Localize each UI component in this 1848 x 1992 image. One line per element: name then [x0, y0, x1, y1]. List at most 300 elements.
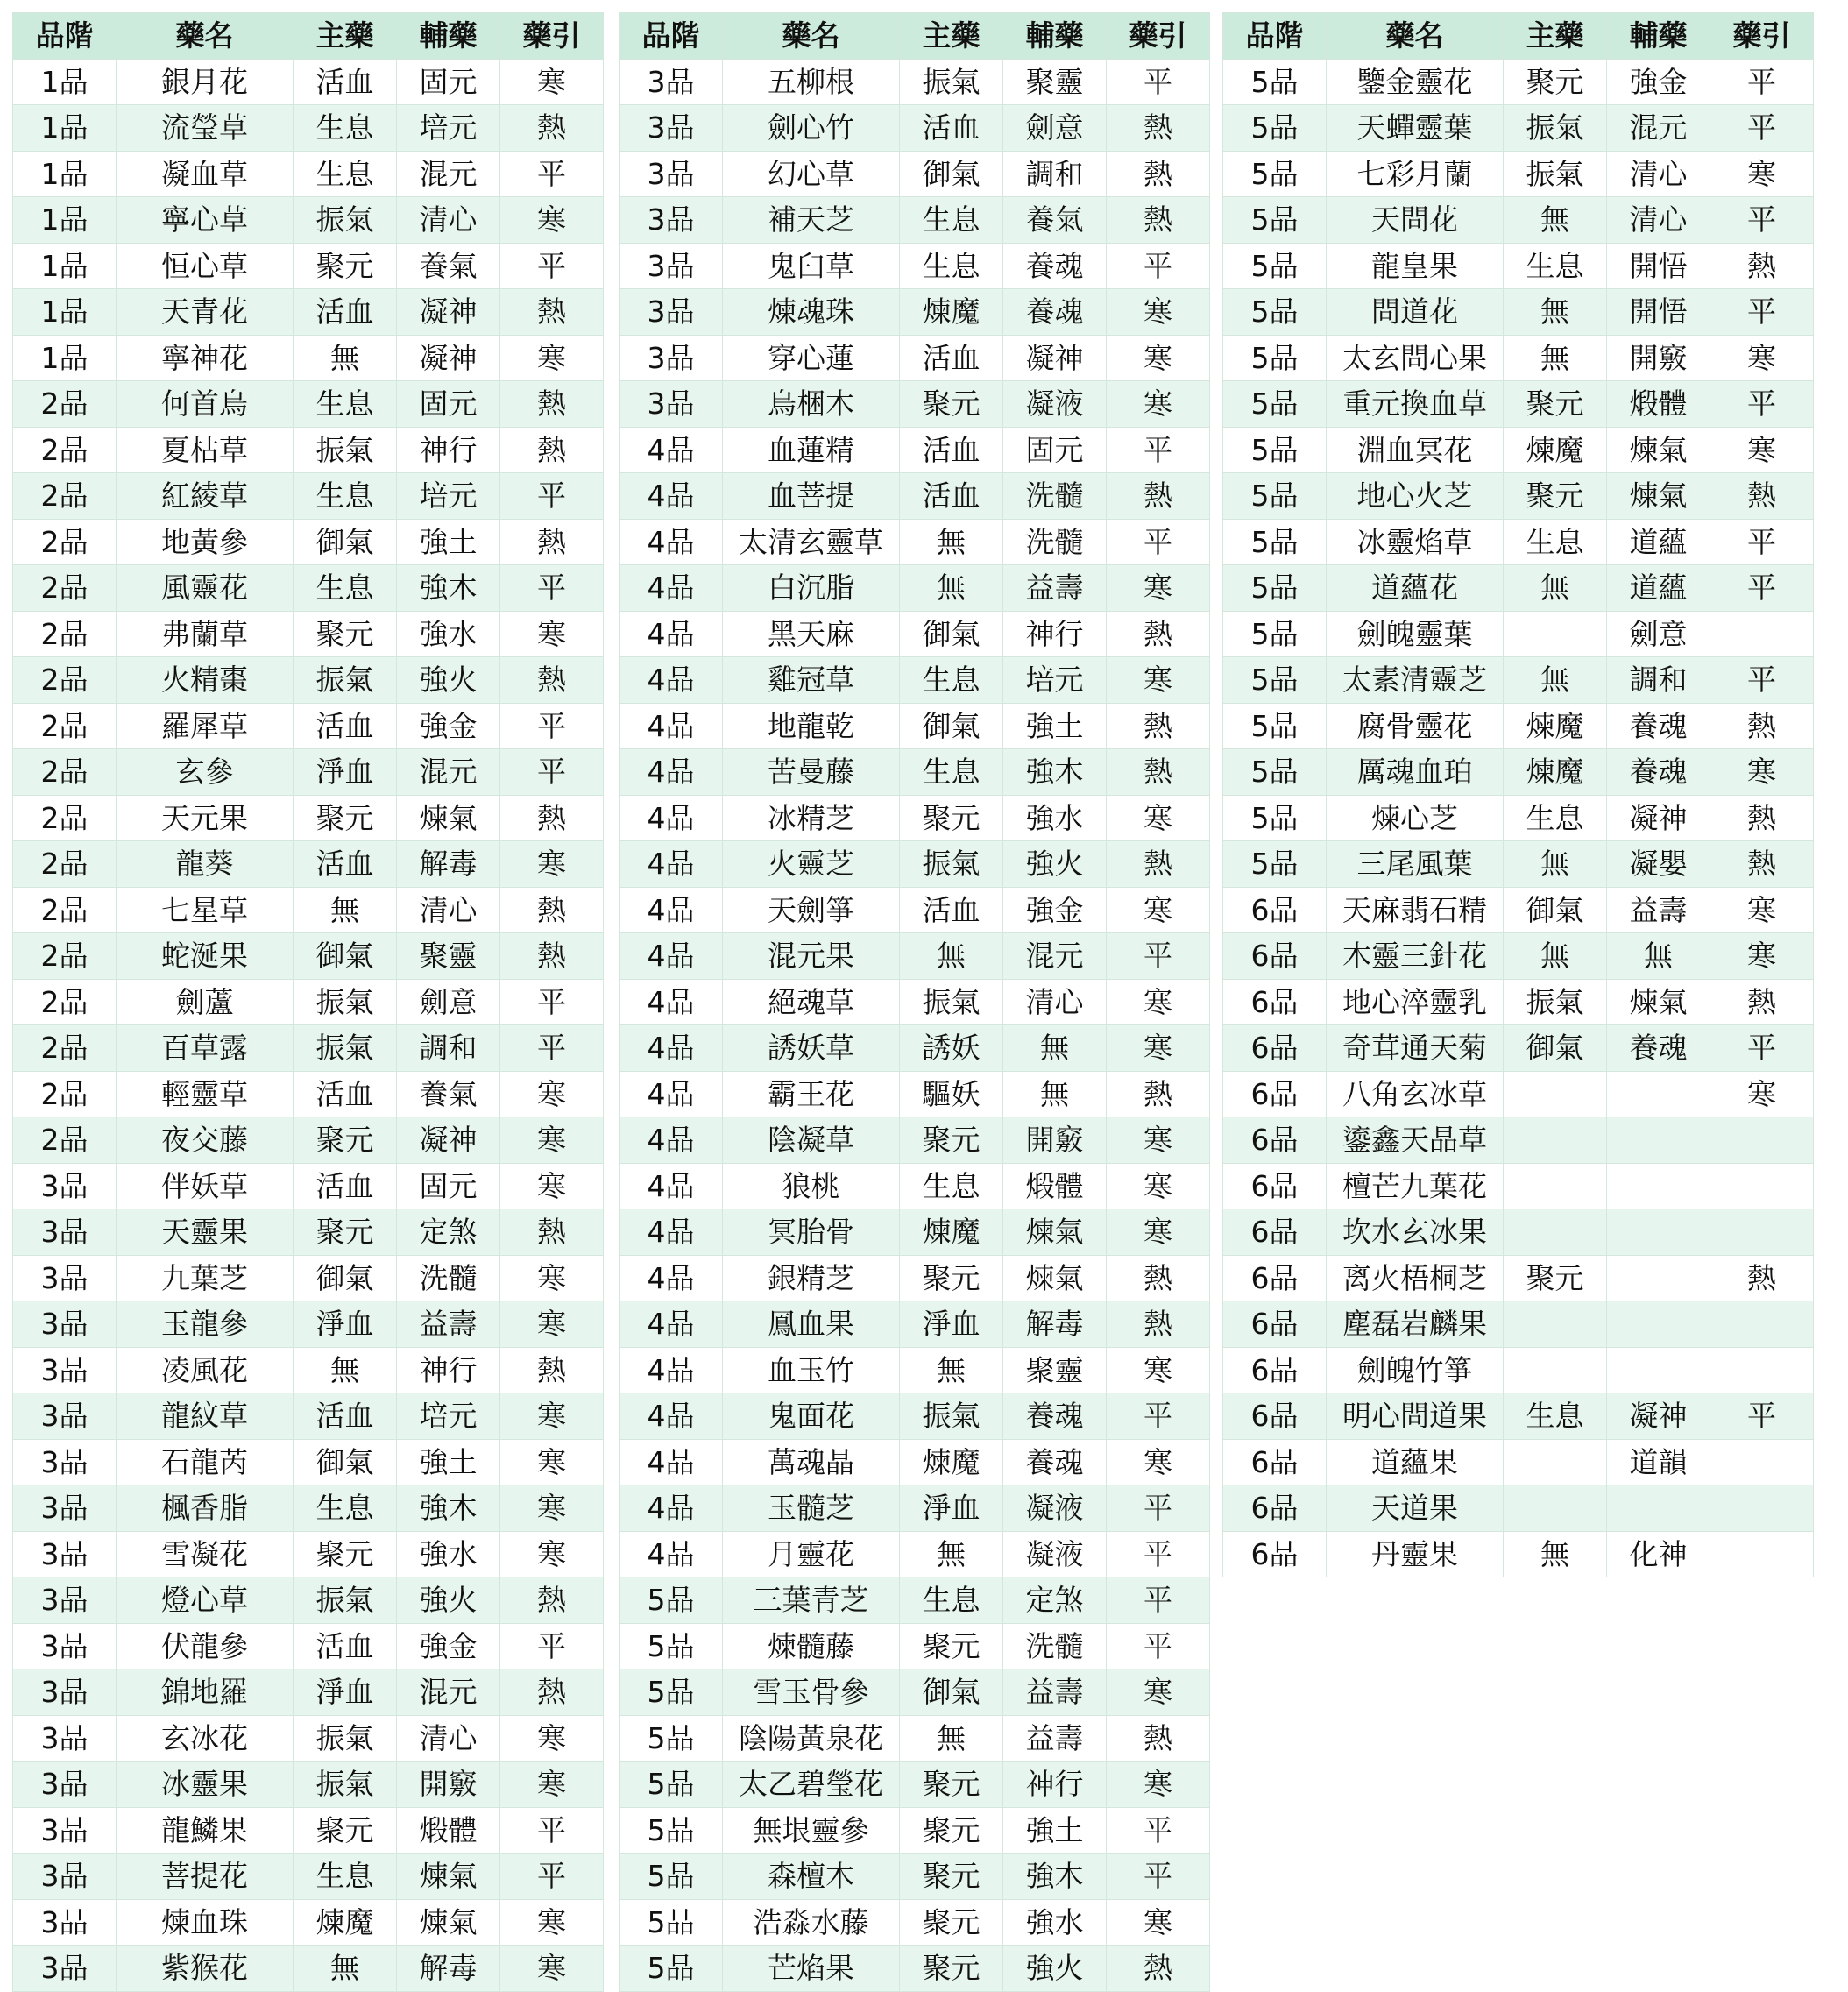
grade-cell: 2品: [13, 427, 117, 473]
herb-name-cell: 劍魄靈葉: [1327, 611, 1504, 657]
guide-cell: 平: [500, 151, 604, 197]
guide-cell: 寒: [1710, 151, 1814, 197]
herb-name-cell: 七彩月蘭: [1327, 151, 1504, 197]
main-herb-cell: 煉魔: [1504, 703, 1607, 749]
aux-herb-cell: 強土: [397, 519, 500, 565]
guide-cell: 平: [1107, 1807, 1210, 1854]
guide-cell: 寒: [500, 1531, 604, 1577]
herb-name-cell: 奇茸通天菊: [1327, 1025, 1504, 1072]
table-row: [1223, 611, 1814, 657]
grade-cell: 3品: [620, 59, 723, 105]
main-herb-cell: 聚元: [900, 1762, 1003, 1808]
main-herb-cell: 煉魔: [294, 1899, 397, 1946]
aux-herb-cell: 混元: [397, 1669, 500, 1716]
table-row: [620, 289, 1210, 336]
herb-name-cell: 天元果: [117, 795, 294, 841]
grade-cell: 5品: [1223, 703, 1327, 749]
main-herb-cell: 生息: [900, 1163, 1003, 1209]
herb-name-cell: 坎水玄冰果: [1327, 1209, 1504, 1256]
herb-name-cell: 玉龍參: [117, 1301, 294, 1348]
aux-herb-cell: 煉氣: [1607, 427, 1710, 473]
grade-cell: 4品: [620, 979, 723, 1025]
table-row: [620, 1255, 1210, 1301]
guide-cell: 熱: [500, 887, 604, 933]
herb-name-cell: 弗蘭草: [117, 611, 294, 657]
guide-cell: 熱: [500, 289, 604, 336]
grade-cell: 6品: [1223, 1209, 1327, 1256]
grade-cell: 5品: [620, 1807, 723, 1854]
main-herb-cell: 生息: [294, 381, 397, 428]
grade-cell: 5品: [620, 1669, 723, 1716]
grade-cell: 3品: [13, 1209, 117, 1256]
aux-herb-cell: 養魂: [1607, 749, 1710, 796]
guide-cell: 平: [500, 473, 604, 520]
table-row: [620, 1163, 1210, 1209]
main-herb-cell: 活血: [900, 427, 1003, 473]
main-herb-cell: 活血: [294, 841, 397, 888]
guide-cell: 熱: [500, 933, 604, 980]
grade-cell: 5品: [1223, 795, 1327, 841]
main-herb-cell: 活血: [294, 289, 397, 336]
guide-cell: 寒: [500, 1117, 604, 1164]
grade-cell: 3品: [13, 1854, 117, 1900]
aux-herb-cell: 凝神: [397, 335, 500, 381]
herb-name-cell: 浩淼水藤: [723, 1899, 900, 1946]
grade-cell: 4品: [620, 1531, 723, 1577]
main-herb-cell: 生息: [1504, 243, 1607, 289]
main-herb-cell: 活血: [294, 1163, 397, 1209]
aux-herb-cell: 固元: [397, 1163, 500, 1209]
aux-herb-cell: 強木: [1003, 1854, 1107, 1900]
guide-cell: 熱: [1107, 1071, 1210, 1117]
table-row: [1223, 289, 1814, 336]
main-herb-cell: 活血: [900, 335, 1003, 381]
guide-cell: 熱: [500, 1347, 604, 1393]
aux-herb-cell: 煉氣: [397, 795, 500, 841]
guide-cell: 寒: [1710, 335, 1814, 381]
main-herb-cell: 生息: [1504, 795, 1607, 841]
aux-herb-cell: 煅體: [1607, 381, 1710, 428]
guide-cell: 熱: [1710, 473, 1814, 520]
guide-cell: [1710, 1163, 1814, 1209]
main-herb-cell: 聚元: [900, 1255, 1003, 1301]
main-herb-cell: 無: [1504, 933, 1607, 980]
table-row: [620, 243, 1210, 289]
table-row: [1223, 1209, 1814, 1256]
main-herb-cell: 生息: [900, 749, 1003, 796]
main-herb-cell: 淨血: [900, 1485, 1003, 1532]
herb-name-cell: 九葉芝: [117, 1255, 294, 1301]
aux-herb-cell: 開悟: [1607, 289, 1710, 336]
aux-herb-cell: 清心: [397, 1715, 500, 1762]
grade-cell: 2品: [13, 841, 117, 888]
table-row: [620, 1899, 1210, 1946]
main-herb-cell: 無: [900, 1347, 1003, 1393]
guide-cell: 平: [1107, 1393, 1210, 1440]
guide-cell: 平: [1107, 427, 1210, 473]
aux-herb-cell: 煉氣: [1607, 473, 1710, 520]
header-name: 藥名: [117, 13, 294, 60]
main-herb-cell: 淨血: [294, 1301, 397, 1348]
grade-cell: 4品: [620, 519, 723, 565]
main-herb-cell: 振氣: [1504, 151, 1607, 197]
grade-cell: 5品: [1223, 565, 1327, 612]
grade-cell: 2品: [13, 565, 117, 612]
grade-cell: 1品: [13, 59, 117, 105]
table-row: [13, 473, 604, 520]
grade-cell: 3品: [13, 1347, 117, 1393]
aux-herb-cell: 化神: [1607, 1531, 1710, 1577]
table-row: [13, 1117, 604, 1164]
aux-herb-cell: 清心: [1607, 197, 1710, 244]
aux-herb-cell: 洗髓: [397, 1255, 500, 1301]
aux-herb-cell: 養氣: [397, 1071, 500, 1117]
herb-name-cell: 石龍芮: [117, 1439, 294, 1485]
main-herb-cell: 生息: [1504, 519, 1607, 565]
guide-cell: [1710, 1531, 1814, 1577]
aux-herb-cell: 清心: [1607, 151, 1710, 197]
grade-cell: 3品: [13, 1485, 117, 1532]
guide-cell: 寒: [500, 611, 604, 657]
guide-cell: 平: [500, 1623, 604, 1669]
main-herb-cell: 無: [1504, 565, 1607, 612]
table-row: [13, 381, 604, 428]
guide-cell: 熱: [1107, 703, 1210, 749]
herb-name-cell: 鑒金靈花: [1327, 59, 1504, 105]
guide-cell: 平: [1710, 1025, 1814, 1072]
aux-herb-cell: 無: [1003, 1071, 1107, 1117]
guide-cell: 寒: [500, 1762, 604, 1808]
table-row: [620, 1577, 1210, 1624]
table-row: [13, 1439, 604, 1485]
guide-cell: 寒: [1107, 289, 1210, 336]
guide-cell: 寒: [500, 1899, 604, 1946]
grade-cell: 6品: [1223, 1163, 1327, 1209]
main-herb-cell: 無: [1504, 197, 1607, 244]
aux-herb-cell: 益壽: [1607, 887, 1710, 933]
main-herb-cell: 御氣: [900, 611, 1003, 657]
herb-name-cell: 問道花: [1327, 289, 1504, 336]
table-row: [13, 519, 604, 565]
table-row: [13, 1899, 604, 1946]
herb-name-cell: 劍魄竹箏: [1327, 1347, 1504, 1393]
guide-cell: 平: [500, 565, 604, 612]
aux-herb-cell: 強土: [1003, 703, 1107, 749]
aux-herb-cell: 調和: [1003, 151, 1107, 197]
header-aux: 輔藥: [1607, 13, 1710, 60]
table-row: [13, 105, 604, 152]
aux-herb-cell: 混元: [397, 151, 500, 197]
guide-cell: 寒: [1107, 887, 1210, 933]
guide-cell: 熱: [1107, 749, 1210, 796]
herb-name-cell: 明心問道果: [1327, 1393, 1504, 1440]
aux-herb-cell: 凝神: [1607, 1393, 1710, 1440]
main-herb-cell: 誘妖: [900, 1025, 1003, 1072]
main-herb-cell: 生息: [294, 105, 397, 152]
herb-name-cell: 七星草: [117, 887, 294, 933]
table-row: [13, 933, 604, 980]
herb-name-cell: 伏龍參: [117, 1623, 294, 1669]
main-herb-cell: [1504, 1301, 1607, 1348]
aux-herb-cell: 強金: [1607, 59, 1710, 105]
table-row: [13, 1025, 604, 1072]
aux-herb-cell: [1607, 1301, 1710, 1348]
aux-herb-cell: 強水: [397, 611, 500, 657]
herb-name-cell: 伴妖草: [117, 1163, 294, 1209]
grade-cell: 5品: [620, 1762, 723, 1808]
main-herb-cell: 聚元: [900, 1623, 1003, 1669]
aux-herb-cell: 益壽: [397, 1301, 500, 1348]
table-row: [620, 1347, 1210, 1393]
main-herb-cell: 振氣: [294, 657, 397, 704]
guide-cell: 寒: [1107, 795, 1210, 841]
guide-cell: 熱: [1710, 795, 1814, 841]
grade-cell: 5品: [1223, 151, 1327, 197]
table-row: [13, 427, 604, 473]
aux-herb-cell: 煉氣: [1003, 1209, 1107, 1256]
grade-cell: 5品: [620, 1623, 723, 1669]
guide-cell: 寒: [500, 335, 604, 381]
table-row: [1223, 1301, 1814, 1348]
grade-cell: 4品: [620, 565, 723, 612]
aux-herb-cell: 益壽: [1003, 1669, 1107, 1716]
aux-herb-cell: 養魂: [1607, 703, 1710, 749]
table-row: [13, 703, 604, 749]
grade-cell: 2品: [13, 1117, 117, 1164]
herb-name-cell: 羅犀草: [117, 703, 294, 749]
guide-cell: 寒: [1107, 1347, 1210, 1393]
herb-name-cell: 雞冠草: [723, 657, 900, 704]
table-row: [13, 1577, 604, 1624]
aux-herb-cell: 強火: [1003, 1946, 1107, 1992]
aux-herb-cell: 混元: [1003, 933, 1107, 980]
table-row: [13, 565, 604, 612]
main-herb-cell: 聚元: [294, 1209, 397, 1256]
grade-cell: 2品: [13, 979, 117, 1025]
aux-herb-cell: 凝嬰: [1607, 841, 1710, 888]
aux-herb-cell: 固元: [397, 59, 500, 105]
table-row: [620, 1439, 1210, 1485]
grade-cell: 3品: [13, 1669, 117, 1716]
aux-herb-cell: 養魂: [1003, 243, 1107, 289]
main-herb-cell: [1504, 1347, 1607, 1393]
herb-name-cell: 冰靈果: [117, 1762, 294, 1808]
grade-cell: 6品: [1223, 1531, 1327, 1577]
table-row: [13, 289, 604, 336]
main-herb-cell: 生息: [294, 151, 397, 197]
table-row: [1223, 657, 1814, 704]
aux-herb-cell: 神行: [397, 427, 500, 473]
grade-cell: 4品: [620, 1163, 723, 1209]
aux-herb-cell: 強火: [397, 657, 500, 704]
main-herb-cell: 生息: [900, 197, 1003, 244]
aux-herb-cell: 煉氣: [1003, 1255, 1107, 1301]
table-header-row: [13, 13, 604, 60]
main-herb-cell: 振氣: [900, 1393, 1003, 1440]
aux-herb-cell: [1607, 1163, 1710, 1209]
main-herb-cell: 無: [1504, 335, 1607, 381]
herb-name-cell: 鎏鑫天晶草: [1327, 1117, 1504, 1164]
main-herb-cell: 聚元: [1504, 1255, 1607, 1301]
herb-name-cell: 火靈芝: [723, 841, 900, 888]
aux-herb-cell: 劍意: [397, 979, 500, 1025]
main-herb-cell: 生息: [294, 473, 397, 520]
main-herb-cell: [1504, 1485, 1607, 1532]
main-herb-cell: 生息: [900, 1577, 1003, 1624]
herb-table-3: [1222, 12, 1814, 1577]
grade-cell: 3品: [620, 335, 723, 381]
grade-cell: 5品: [1223, 427, 1327, 473]
guide-cell: 熱: [1710, 703, 1814, 749]
aux-herb-cell: 開悟: [1607, 243, 1710, 289]
guide-cell: 寒: [500, 1163, 604, 1209]
aux-herb-cell: 開竅: [397, 1762, 500, 1808]
aux-herb-cell: 強木: [1003, 749, 1107, 796]
aux-herb-cell: 強木: [397, 1485, 500, 1532]
aux-herb-cell: 定煞: [397, 1209, 500, 1256]
herb-name-cell: 風靈花: [117, 565, 294, 612]
grade-cell: 3品: [620, 105, 723, 152]
grade-cell: 4品: [620, 841, 723, 888]
herb-name-cell: 煉心芝: [1327, 795, 1504, 841]
herb-name-cell: 太素清靈芝: [1327, 657, 1504, 704]
grade-cell: 2品: [13, 933, 117, 980]
guide-cell: 熱: [1107, 105, 1210, 152]
table-header-row: [1223, 13, 1814, 60]
grade-cell: 2品: [13, 795, 117, 841]
guide-cell: 熱: [500, 1669, 604, 1716]
guide-cell: 寒: [1710, 427, 1814, 473]
table-row: [13, 335, 604, 381]
table-row: [620, 1946, 1210, 1992]
guide-cell: 熱: [500, 427, 604, 473]
header-aux: 輔藥: [1003, 13, 1107, 60]
aux-herb-cell: 益壽: [1003, 1715, 1107, 1762]
table-row: [620, 841, 1210, 888]
herb-name-cell: 芒焰果: [723, 1946, 900, 1992]
aux-herb-cell: 養魂: [1003, 289, 1107, 336]
grade-cell: 5品: [1223, 243, 1327, 289]
herb-name-cell: 凌風花: [117, 1347, 294, 1393]
grade-cell: 1品: [13, 335, 117, 381]
aux-herb-cell: [1607, 1071, 1710, 1117]
table-row: [13, 1623, 604, 1669]
table-row: [1223, 427, 1814, 473]
main-herb-cell: 煉魔: [900, 1439, 1003, 1485]
aux-herb-cell: 培元: [397, 1393, 500, 1440]
table-row: [13, 1347, 604, 1393]
table-row: [620, 887, 1210, 933]
table-row: [620, 979, 1210, 1025]
grade-cell: 2品: [13, 657, 117, 704]
main-herb-cell: 無: [294, 335, 397, 381]
table-row: [620, 565, 1210, 612]
grade-cell: 3品: [13, 1393, 117, 1440]
header-main: 主藥: [294, 13, 397, 60]
aux-herb-cell: 聚靈: [1003, 1347, 1107, 1393]
aux-herb-cell: 凝液: [1003, 1485, 1107, 1532]
guide-cell: 熱: [1107, 473, 1210, 520]
table-row: [13, 611, 604, 657]
table-row: [620, 1071, 1210, 1117]
herb-name-cell: 錦地羅: [117, 1669, 294, 1716]
aux-herb-cell: 無: [1607, 933, 1710, 980]
table-row: [1223, 335, 1814, 381]
table-row: [13, 59, 604, 105]
main-herb-cell: 無: [1504, 841, 1607, 888]
grade-cell: 3品: [620, 381, 723, 428]
aux-herb-cell: [1607, 1485, 1710, 1532]
table-row: [13, 841, 604, 888]
main-herb-cell: 振氣: [900, 841, 1003, 888]
guide-cell: 平: [1710, 197, 1814, 244]
guide-cell: 寒: [500, 1255, 604, 1301]
herb-name-cell: 天麻翡石精: [1327, 887, 1504, 933]
aux-herb-cell: 強金: [397, 1623, 500, 1669]
main-herb-cell: 聚元: [900, 1807, 1003, 1854]
grade-cell: 5品: [1223, 289, 1327, 336]
grade-cell: 4品: [620, 1071, 723, 1117]
herb-name-cell: 地黃參: [117, 519, 294, 565]
guide-cell: 寒: [500, 841, 604, 888]
main-herb-cell: 無: [900, 933, 1003, 980]
herb-name-cell: 苦曼藤: [723, 749, 900, 796]
grade-cell: 5品: [1223, 197, 1327, 244]
herb-name-cell: 森檀木: [723, 1854, 900, 1900]
main-herb-cell: 淨血: [294, 1669, 397, 1716]
grade-cell: 4品: [620, 657, 723, 704]
table-row: [620, 1623, 1210, 1669]
grade-cell: 2品: [13, 703, 117, 749]
header-main: 主藥: [1504, 13, 1607, 60]
main-herb-cell: 無: [900, 1715, 1003, 1762]
table-row: [620, 1393, 1210, 1440]
main-herb-cell: 聚元: [900, 1946, 1003, 1992]
table-row: [1223, 151, 1814, 197]
herb-name-cell: 丹靈果: [1327, 1531, 1504, 1577]
grade-cell: 4品: [620, 427, 723, 473]
herb-name-cell: 龍鱗果: [117, 1807, 294, 1854]
grade-cell: 1品: [13, 243, 117, 289]
grade-cell: 5品: [1223, 519, 1327, 565]
aux-herb-cell: 煉氣: [397, 1854, 500, 1900]
grade-cell: 3品: [13, 1163, 117, 1209]
table-row: [13, 1715, 604, 1762]
aux-herb-cell: 混元: [397, 749, 500, 796]
aux-herb-cell: 培元: [397, 473, 500, 520]
herb-name-cell: 火精棗: [117, 657, 294, 704]
grade-cell: 6品: [1223, 1025, 1327, 1072]
herb-name-cell: 何首烏: [117, 381, 294, 428]
aux-herb-cell: 神行: [397, 1347, 500, 1393]
main-herb-cell: [1504, 1071, 1607, 1117]
grade-cell: 6品: [1223, 1347, 1327, 1393]
header-grade: 品階: [620, 13, 723, 60]
main-herb-cell: 振氣: [1504, 979, 1607, 1025]
herb-name-cell: 誘妖草: [723, 1025, 900, 1072]
main-herb-cell: 煉魔: [900, 289, 1003, 336]
table-row: [13, 887, 604, 933]
guide-cell: 寒: [500, 1946, 604, 1992]
header-grade: 品階: [1223, 13, 1327, 60]
main-herb-cell: 聚元: [900, 795, 1003, 841]
main-herb-cell: 活血: [900, 887, 1003, 933]
herb-name-cell: 狼桃: [723, 1163, 900, 1209]
herb-name-cell: 銀月花: [117, 59, 294, 105]
main-herb-cell: 御氣: [1504, 887, 1607, 933]
header-aux: 輔藥: [397, 13, 500, 60]
guide-cell: 平: [500, 1807, 604, 1854]
